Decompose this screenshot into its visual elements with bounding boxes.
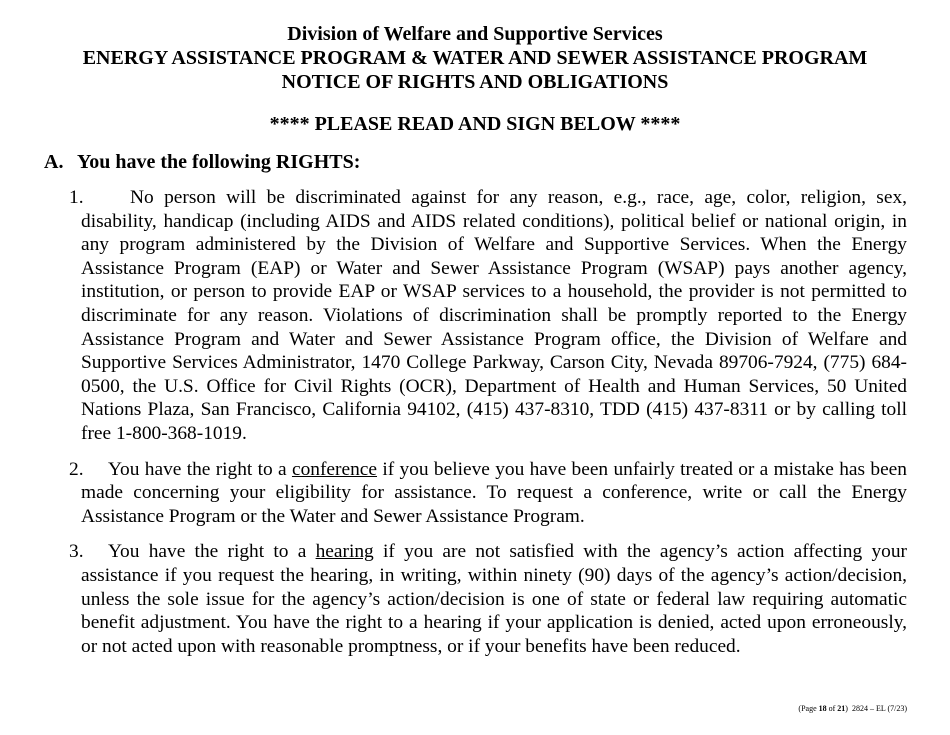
- item-text-post: if you believe you have been unfairly treated or a mistake has been made concerning your eligibility for assistance. To request a conference, write or call the Energy Assistance Program or the Water and Sewer Assistance Program.: [81, 458, 907, 527]
- item-text-post: if you are not satisfied with the agency’s action affecting your assistance if you request the hearing, in writing, within ninety (90) days of the agency’s action/decision, unless the sole issue for the agency’s action/decision is one of state or federal law requiring automatic benefit adjustment. You have the right to a hearing if your application is denied, acted upon erroneously, or not acted upon with reasonable promptness, or if your benefits have been reduced.: [81, 541, 907, 657]
- page-label-of: of: [826, 704, 838, 713]
- conference-term: conference: [291, 458, 378, 480]
- form-id: 2824 – EL (7/23): [851, 704, 907, 713]
- item-number: 1.: [69, 187, 84, 208]
- page-total: 21: [837, 704, 846, 713]
- page-label-prefix: (Page: [798, 704, 819, 713]
- agency-title: Division of Welfare and Supportive Services: [287, 23, 663, 45]
- rights-item-2: [69, 458, 907, 529]
- page-footer: [798, 704, 907, 714]
- document-header: [0, 22, 950, 94]
- rights-item-3: [69, 540, 907, 658]
- item-number: 3.: [69, 541, 84, 563]
- section-a-heading: [44, 150, 360, 174]
- item-text: No person will be discriminated against for any reason, e.g., race, age, color, religion, sex, disability, handicap (including AIDS and AIDS related conditions), political belief or national origin, in any program administered by the Division of Welfare and Supportive Services. When the Energy Assistance Program (EAP) or Water and Sewer Assistance Program (WSAP) pays another agency, institution, or person to provide EAP or WSAP services to a household, the provider is not permitted to discriminate for any reason. Violations of discrimination shall be promptly reported to the Energy Assistance Program and Water and Sewer Assistance Program office, the Division of Welfare and Supportive Services Administrator, 1470 College Parkway, Carson City, Nevada 89706-7924, (775) 684-0500, the U.S. Office for Civil Rights (OCR), Department of Health and Human Services, 50 United Nations Plaza, San Francisco, California 94102, (415) 437-8310, TDD (415) 437-8311 or by calling toll free 1-800-368-1019.: [81, 187, 907, 444]
- item-text-pre: You have the right to a: [108, 458, 292, 480]
- program-title: ENERGY ASSISTANCE PROGRAM & WATER AND SEWER ASSISTANCE PROGRAM: [82, 47, 868, 69]
- rights-item-1: [69, 186, 907, 446]
- read-and-sign-notice: **** PLEASE READ AND SIGN BELOW ****: [269, 113, 681, 135]
- item-text-pre: You have the right to a: [108, 541, 316, 563]
- page-label-suffix: ): [845, 704, 848, 713]
- hearing-term: hearing: [315, 541, 374, 563]
- section-letter: A.: [44, 151, 64, 173]
- notice-title: NOTICE OF RIGHTS AND OBLIGATIONS: [281, 71, 669, 93]
- rights-list: [69, 186, 907, 658]
- section-title: You have the following RIGHTS:: [77, 151, 361, 173]
- page-current: 18: [818, 704, 827, 713]
- item-number: 2.: [69, 458, 84, 480]
